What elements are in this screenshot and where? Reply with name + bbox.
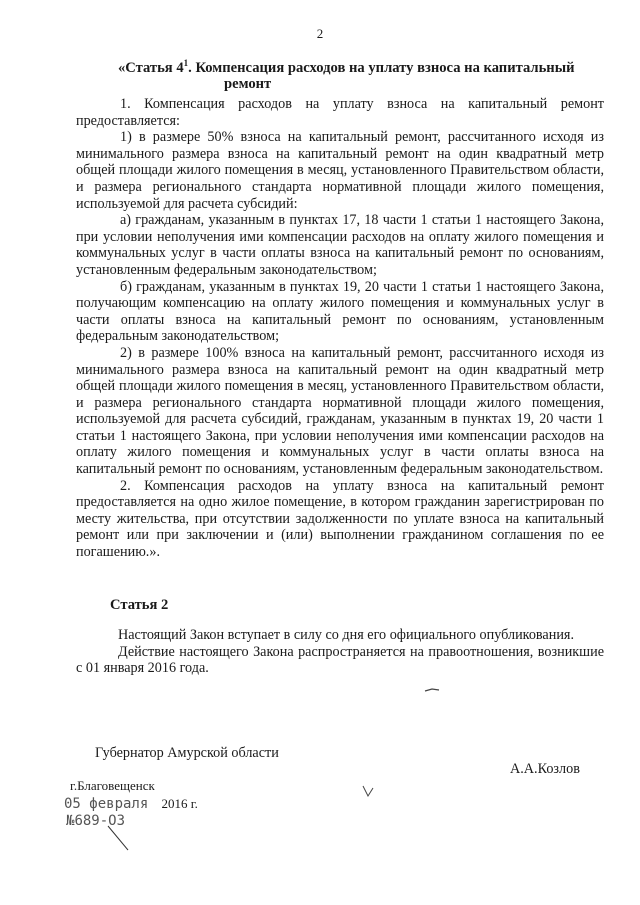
signature-title: Губернатор Амурской области xyxy=(95,745,279,761)
signature-name: А.А.Козлов xyxy=(510,761,580,777)
section-heading: Статья 2 xyxy=(110,597,169,613)
article-title-line2: ремонт xyxy=(224,76,272,92)
paragraph: Действие настоящего Закона распространяется на правоотношения, возникшие с 01 января 2016 года. xyxy=(76,643,604,677)
paragraph: 1. Компенсация расходов на уплату взноса на капитальный ремонт предоставляется: xyxy=(76,96,604,129)
paragraph: а) гражданам, указанным в пунктах 17, 18 части 1 статьи 1 настоящего Закона, при условии неполучения ими компенсации расходов на оплату жилого помещения и коммунальных услуг в части оплаты взноса на капитальный ремонт по основаниям, установленным федеральным законодательством; xyxy=(76,212,604,278)
article-title-prefix: «Статья 4 xyxy=(118,60,184,76)
date-stamp: 05 февраля xyxy=(64,796,149,812)
paragraph: 1) в размере 50% взноса на капитальный ремонт, рассчитанного исходя из минимального размера взноса на капитальный ремонт на один квадратный метр общей площади жилого помещения в месяц, установленного Правительством области, и размера регионального стандарта нормативной площади жилого помещения, используемой для расчета субсидий: xyxy=(76,129,604,212)
number-stamp: 689-ОЗ xyxy=(74,813,126,829)
section-body xyxy=(76,627,604,677)
paragraph: б) гражданам, указанным в пунктах 19, 20 части 1 статьи 1 настоящего Закона, получающим компенсацию на оплату жилого помещения и коммунальных услуг в части оплаты взноса на капитальный ремонт по основаниям, установленным федеральным законодательством; xyxy=(76,278,604,345)
paragraph: Настоящий Закон вступает в силу со дня его официального опубликования. xyxy=(118,627,574,643)
date-year: 2016 г. xyxy=(161,796,198,811)
ink-mark xyxy=(360,784,376,800)
article-title-superscript: 1 xyxy=(183,58,189,69)
number-prefix: № xyxy=(66,813,75,829)
article-title xyxy=(118,60,588,92)
ink-mark xyxy=(424,686,440,694)
ink-mark xyxy=(106,824,136,854)
article-body xyxy=(76,96,604,561)
signing-place: г.Благовещенск xyxy=(70,778,155,793)
signing-date xyxy=(64,796,198,812)
paragraph: 2) в размере 100% взноса на капитальный ремонт, рассчитанного исходя из минимального размера взноса на капитальный ремонт на один квадратный метр общей площади жилого помещения в месяц, установленного Правительством области, и размера регионального стандарта нормативной площади жилого помещения, используемой для расчета субсидий, гражданам, указанным в пунктах 19, 20 части 1 статьи 1 настоящего Закона, при условии неполучения ими компенсации расходов на оплату жилого помещения и коммунальных услуг в части оплаты взноса на капитальный ремонт по основаниям, установленным федеральным законодательством. xyxy=(76,344,604,478)
article-title-suffix: . Компенсация расходов на уплату взноса на капитальный xyxy=(188,60,575,76)
paragraph: 2. Компенсация расходов на уплату взноса на капитальный ремонт предоставляется на одно жилое помещение, в котором гражданин зарегистрирован по месту жительства, при отсутствии задолженности по уплате взноса на капитальный ремонт или при заключении и (или) выполнении гражданином соглашения по ее погашению.». xyxy=(76,477,604,561)
page-number: 2 xyxy=(316,26,324,41)
